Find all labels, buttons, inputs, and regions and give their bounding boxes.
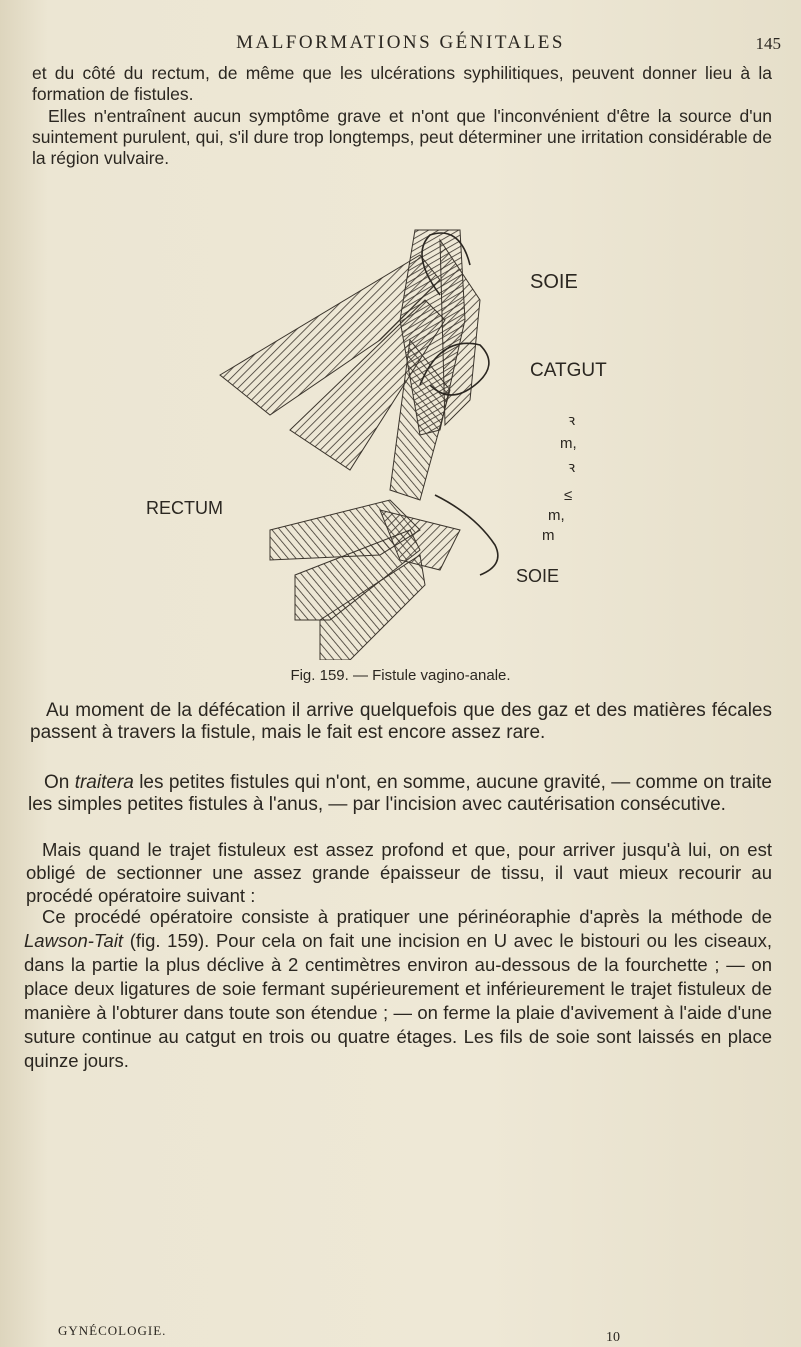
label-soie-bottom: SOIE (516, 566, 560, 586)
paragraph-4-lead: On (44, 772, 75, 793)
paragraph-4-emphasis: traitera (74, 772, 134, 793)
paragraph-6-lead: Ce procédé opératoire consiste à pratiquer une périnéoraphie d'après la méthode de (42, 906, 772, 927)
paragraph-3: Au moment de la défécation il arrive quelquefois que des gaz et des matières fécales passent à travers la fistule, mais le fait est encore assez rare. (30, 700, 772, 743)
footer-section-title: GYNÉCOLOGIE. (58, 1323, 167, 1338)
paragraph-5: Mais quand le trajet fistuleux est assez profond et que, pour arriver jusqu'à lui, on est obligé de sectionner une assez grande épaisseur de tissu, il vaut mieux recourir au procédé opératoire suivant : (26, 839, 772, 906)
figure-fistula-diagram (120, 200, 690, 660)
side-mark-6: m (542, 527, 555, 544)
footer-signature: 10 (606, 1330, 620, 1345)
figure-caption: Fig. 159. — Fistule vagino-anale. (290, 667, 511, 684)
label-rectum: RECTUM (146, 498, 223, 518)
paragraph-4 (28, 772, 772, 816)
fistula-illustration (120, 200, 690, 660)
paragraph-6 (24, 905, 772, 1073)
side-mark-1: ꝛ (568, 412, 576, 429)
paragraph-4-body: les petites fistules qui n'ont, en somme, aucune gravité, — comme on traite les simples petites fistules à l'anus, — par l'incision avec cautérisation consécutive. (28, 772, 772, 815)
label-catgut: CATGUT (530, 360, 607, 381)
side-mark-4: ≤ (564, 487, 573, 504)
side-mark-3: ꝛ (568, 459, 576, 476)
paragraph-6-body: (fig. 159). Pour cela on fait une incision en U avec le bistouri ou les ciseaux, dans la partie la plus déclive à 2 centimètres environ au-dessous de la fourchette ; — on place deux ligatures de soie fermant supérieurement et inférieurement le trajet fistuleux de manière à l'obturer dans toute son étendue ; — on ferme la plaie d'avivement à l'aide d'une suture continue au catgut en trois ou quatre étages. Les fils de soie sont laissés en place quinze jours. (24, 930, 772, 1071)
running-title: MALFORMATIONS GÉNITALES (236, 32, 565, 53)
label-soie-top: SOIE (530, 271, 578, 293)
page-number: 145 (755, 34, 781, 53)
paragraph-2: Elles n'entraînent aucun symptôme grave et n'ont que l'inconvénient d'être la source d'un suintement purulent, qui, s'il dure trop longtemps, peut déterminer une irritation considérable de la région vulvaire. (32, 106, 772, 168)
running-head (0, 32, 801, 58)
side-mark-2: m, (560, 435, 577, 452)
side-mark-5: m, (548, 507, 565, 524)
tissue-layer-lower (270, 500, 460, 660)
paragraph-6-emphasis: Lawson-Tait (24, 930, 124, 951)
paragraph-1: et du côté du rectum, de même que les ulcérations syphilitiques, peuvent donner lieu à la formation de fistules. (32, 63, 772, 104)
